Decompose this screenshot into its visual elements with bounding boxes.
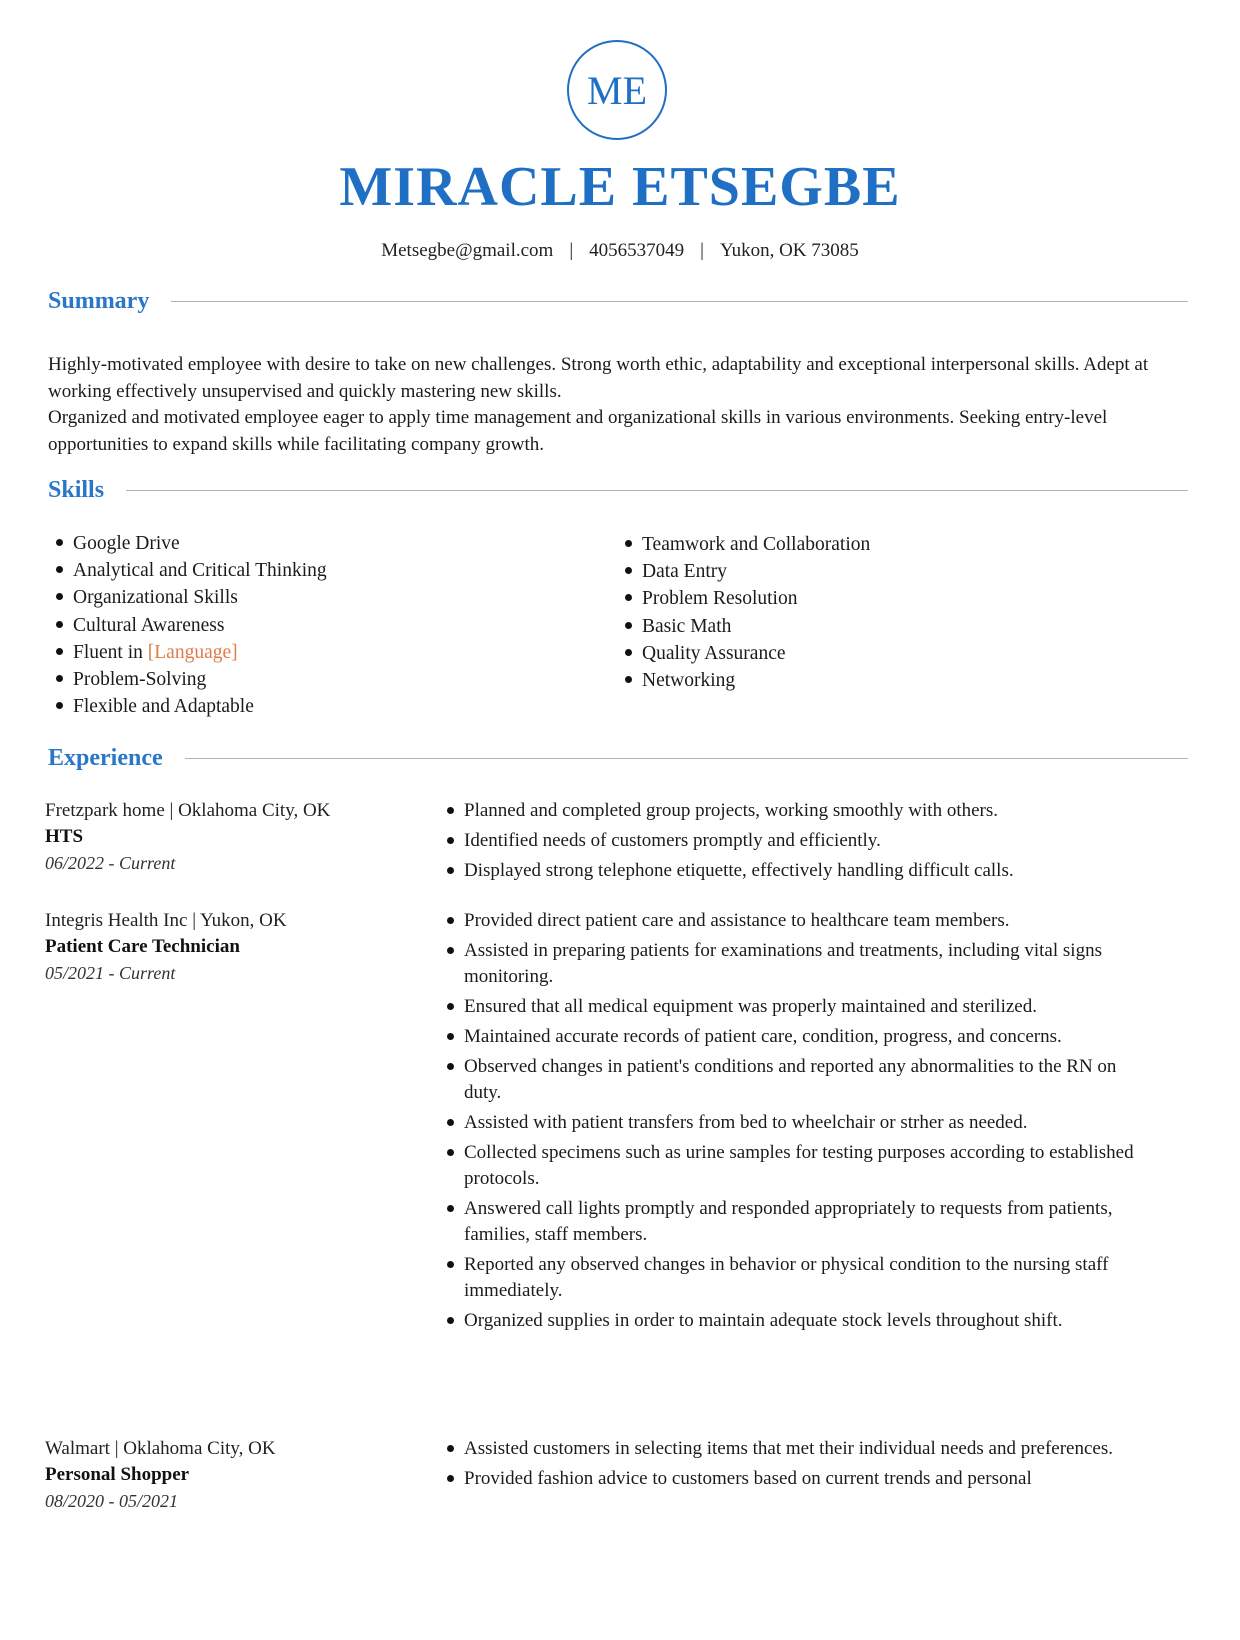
bullet-icon	[625, 649, 632, 656]
skill-item: Data Entry	[625, 558, 870, 585]
monogram-initials: ME	[587, 67, 647, 113]
job-dates: 06/2022 - Current	[45, 853, 176, 873]
bullet-icon	[447, 867, 454, 874]
bullet-icon	[625, 676, 632, 683]
section-divider	[126, 490, 1188, 491]
bullet-icon	[447, 837, 454, 844]
job-company: Integris Health Inc | Yukon, OK	[45, 910, 287, 931]
skills-heading: Skills	[48, 477, 105, 503]
job-dates: 05/2021 - Current	[45, 963, 176, 983]
job-bullet: Provided fashion advice to customers based on current trends and personal	[447, 1466, 1147, 1492]
section-divider	[185, 758, 1188, 759]
bullet-icon	[625, 594, 632, 601]
bullet-icon	[56, 593, 63, 600]
job-details	[45, 908, 435, 986]
skills-list-right	[625, 531, 870, 694]
bullet-icon	[56, 539, 63, 546]
summary-text	[48, 352, 1198, 458]
skill-item: Teamwork and Collaboration	[625, 531, 870, 558]
skill-item: Organizational Skills	[56, 584, 327, 611]
job-bullet: Assisted in preparing patients for examinations and treatments, including vital signs monitoring.	[447, 938, 1147, 990]
job-dates: 08/2020 - 05/2021	[45, 1491, 178, 1511]
job-details	[45, 798, 435, 876]
contact-line	[0, 240, 1240, 262]
bullet-icon	[447, 917, 454, 924]
bullet-icon	[447, 807, 454, 814]
section-divider	[171, 301, 1188, 302]
summary-paragraph: Organized and motivated employee eager to apply time management and organizational skills in various environments. Seeking entry-level opportunities to expand skills while facilitating company growth.	[48, 407, 1108, 455]
summary-section-header	[48, 288, 1188, 315]
skill-item: Flexible and Adaptable	[56, 693, 327, 720]
contact-email: Metsegbe@gmail.com	[381, 240, 554, 261]
job-bullet: Planned and completed group projects, working smoothly with others.	[447, 798, 1147, 824]
job-bullet: Collected specimens such as urine samples for testing purposes according to established protocols.	[447, 1140, 1147, 1192]
bullet-icon	[447, 1261, 454, 1268]
job-bullet: Displayed strong telephone etiquette, effectively handling difficult calls.	[447, 858, 1147, 884]
monogram-badge	[567, 40, 667, 140]
bullet-icon	[447, 1063, 454, 1070]
bullet-icon	[447, 947, 454, 954]
job-bullet: Observed changes in patient's conditions and reported any abnormalities to the RN on duty.	[447, 1054, 1147, 1106]
job-bullets	[447, 1436, 1147, 1496]
experience-heading: Experience	[48, 745, 163, 771]
candidate-name: MIRACLE ETSEGBE	[339, 156, 901, 218]
bullet-icon	[625, 567, 632, 574]
job-bullets	[447, 908, 1147, 1338]
job-title: HTS	[45, 826, 84, 847]
skill-item: Cultural Awareness	[56, 612, 327, 639]
job-bullet: Ensured that all medical equipment was properly maintained and sterilized.	[447, 994, 1147, 1020]
contact-separator: |	[569, 240, 574, 261]
skill-item: Google Drive	[56, 530, 327, 557]
job-details	[45, 1436, 435, 1514]
skills-list-left	[56, 530, 327, 720]
bullet-icon	[447, 1475, 454, 1482]
bullet-icon	[447, 1119, 454, 1126]
skill-item: Quality Assurance	[625, 640, 870, 667]
job-title: Personal Shopper	[45, 1464, 190, 1485]
job-company: Fretzpark home | Oklahoma City, OK	[45, 800, 331, 821]
skill-item: Analytical and Critical Thinking	[56, 557, 327, 584]
skill-item: Problem Resolution	[625, 585, 870, 612]
skills-section-header	[48, 477, 1188, 504]
bullet-icon	[56, 566, 63, 573]
job-bullet: Provided direct patient care and assistance to healthcare team members.	[447, 908, 1147, 934]
bullet-icon	[447, 1317, 454, 1324]
skill-item: Basic Math	[625, 613, 870, 640]
job-bullets	[447, 798, 1147, 888]
summary-heading: Summary	[48, 288, 150, 314]
bullet-icon	[56, 702, 63, 709]
bullet-icon	[447, 1445, 454, 1452]
contact-separator: |	[700, 240, 704, 261]
job-bullet: Assisted with patient transfers from bed to wheelchair or strher as needed.	[447, 1110, 1147, 1136]
bullet-icon	[625, 622, 632, 629]
language-placeholder: [Language]	[147, 641, 238, 663]
bullet-icon	[447, 1205, 454, 1212]
job-bullet: Identified needs of customers promptly and efficiently.	[447, 828, 1147, 854]
skill-item: Networking	[625, 667, 870, 694]
job-bullet: Answered call lights promptly and responded appropriately to requests from patients, families, staff members.	[447, 1196, 1147, 1248]
contact-location: Yukon, OK 73085	[719, 240, 859, 261]
contact-phone: 4056537049	[589, 240, 685, 261]
bullet-icon	[447, 1033, 454, 1040]
job-bullet: Assisted customers in selecting items that met their individual needs and preferences.	[447, 1436, 1147, 1462]
job-company: Walmart | Oklahoma City, OK	[45, 1438, 276, 1459]
job-bullet: Reported any observed changes in behavior or physical condition to the nursing staff immediately.	[447, 1252, 1147, 1304]
job-title: Patient Care Technician	[45, 936, 240, 957]
bullet-icon	[56, 675, 63, 682]
bullet-icon	[447, 1003, 454, 1010]
bullet-icon	[447, 1149, 454, 1156]
bullet-icon	[56, 621, 63, 628]
skill-item: Problem-Solving	[56, 666, 327, 693]
job-bullet: Maintained accurate records of patient care, condition, progress, and concerns.	[447, 1024, 1147, 1050]
skill-item: Fluent in [Language]	[56, 639, 327, 666]
job-bullet: Organized supplies in order to maintain adequate stock levels throughout shift.	[447, 1308, 1147, 1334]
bullet-icon	[56, 648, 63, 655]
summary-paragraph: Highly-motivated employee with desire to take on new challenges. Strong worth ethic, adaptability and exceptional interpersonal skills. Adept at working effectively unsupervised and quickly mastering new skills.	[48, 354, 1149, 402]
experience-section-header	[48, 745, 1188, 772]
bullet-icon	[625, 540, 632, 547]
